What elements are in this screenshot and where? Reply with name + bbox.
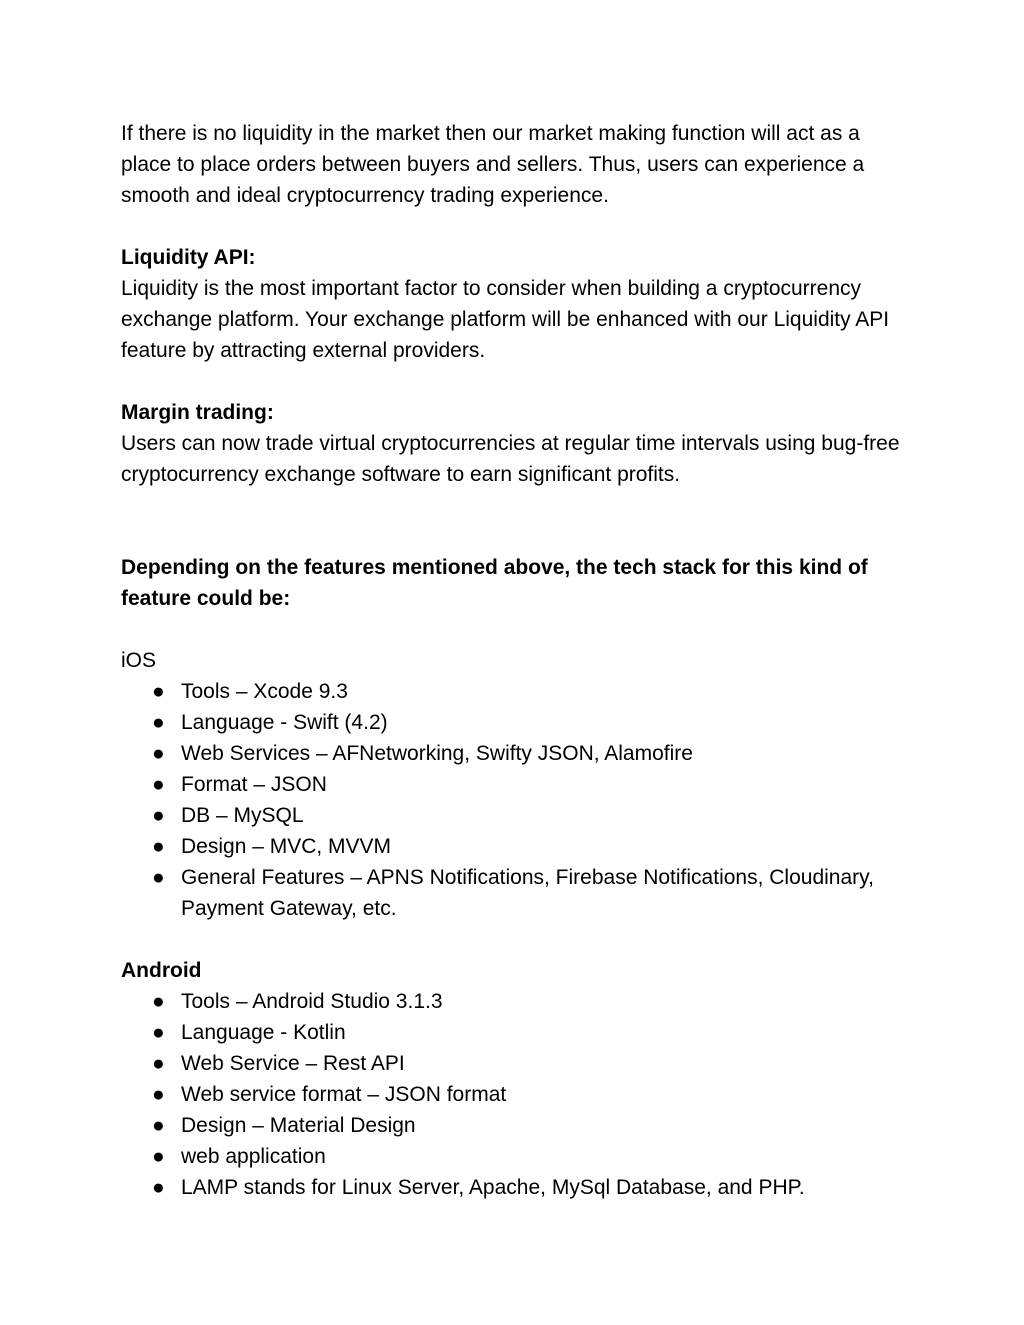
bullet-icon: ● (152, 835, 165, 858)
bullet-icon: ● (152, 990, 165, 1013)
tech-stack-heading: Depending on the features mentioned above, the tech stack for this kind of feature could be: (121, 556, 868, 610)
list-item-text: Design – MVC, MVVM (181, 835, 392, 858)
list-item-text: Web Services – AFNetworking, Swifty JSON, Alamofire (181, 742, 693, 765)
list-item (121, 986, 911, 1017)
bullet-icon: ● (152, 742, 165, 765)
list-item-text: Language - Swift (4.2) (181, 711, 388, 734)
list-item (121, 800, 911, 831)
list-item (121, 1079, 911, 1110)
list-item (121, 862, 911, 924)
spacer (121, 490, 911, 552)
list-item-text: Web service format – JSON format (181, 1083, 507, 1106)
list-item (121, 1048, 911, 1079)
bullet-icon: ● (152, 1021, 165, 1044)
spacer (121, 924, 911, 955)
list-item-text: Format – JSON (181, 773, 327, 796)
liquidity-api-heading: Liquidity API: (121, 246, 256, 269)
list-item-text: Tools – Xcode 9.3 (181, 680, 348, 703)
list-item-text: Language - Kotlin (181, 1021, 346, 1044)
list-item-text: Design – Material Design (181, 1114, 416, 1137)
list-item (121, 831, 911, 862)
margin-trading-paragraph: Users can now trade virtual cryptocurrencies at regular time intervals using bug-free cryptocurrency exchange software to earn significant profits. (121, 432, 900, 486)
list-item-text: DB – MySQL (181, 804, 304, 827)
list-item-text: Web Service – Rest API (181, 1052, 405, 1075)
liquidity-api-paragraph: Liquidity is the most important factor to consider when building a cryptocurrency exchange platform. Your exchange platform will be enhanced with our Liquidity API feature by attracting external providers. (121, 277, 890, 362)
list-item (121, 1141, 911, 1172)
spacer (121, 614, 911, 645)
spacer (121, 211, 911, 242)
list-item-text: LAMP stands for Linux Server, Apache, MySql Database, and PHP. (181, 1176, 805, 1199)
margin-trading-heading: Margin trading: (121, 401, 274, 424)
list-item (121, 769, 911, 800)
list-item (121, 738, 911, 769)
list-item (121, 1017, 911, 1048)
android-heading: Android (121, 959, 202, 982)
list-item (121, 1172, 911, 1203)
intro-paragraph: If there is no liquidity in the market then our market making function will act as a place to place orders between buyers and sellers. Thus, users can experience a smooth and ideal cryptocurrency trading experience. (121, 122, 865, 207)
bullet-icon: ● (152, 711, 165, 734)
list-item-text: web application (181, 1145, 326, 1168)
bullet-icon: ● (152, 1052, 165, 1075)
list-item-text: General Features – APNS Notifications, Firebase Notifications, Cloudinary, Payment Gateway, etc. (181, 866, 874, 920)
spacer (121, 366, 911, 397)
bullet-icon: ● (152, 1083, 165, 1106)
bullet-icon: ● (152, 1176, 165, 1199)
bullet-icon: ● (152, 1145, 165, 1168)
document-page (121, 118, 911, 1203)
bullet-icon: ● (152, 680, 165, 703)
list-item (121, 1110, 911, 1141)
android-list (121, 986, 911, 1203)
bullet-icon: ● (152, 804, 165, 827)
bullet-icon: ● (152, 773, 165, 796)
bullet-icon: ● (152, 866, 165, 889)
list-item (121, 707, 911, 738)
ios-list (121, 676, 911, 924)
ios-heading: iOS (121, 649, 157, 672)
list-item-text: Tools – Android Studio 3.1.3 (181, 990, 443, 1013)
list-item (121, 676, 911, 707)
bullet-icon: ● (152, 1114, 165, 1137)
